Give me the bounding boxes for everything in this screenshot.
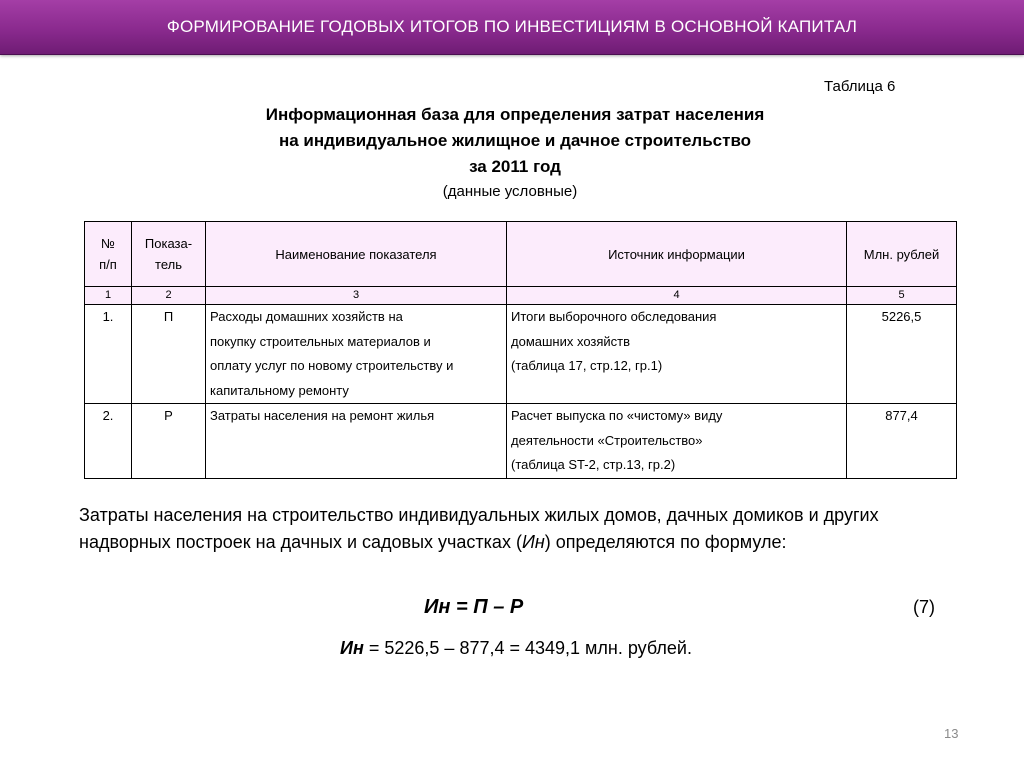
column-numbers-row bbox=[85, 287, 957, 305]
column-number: 5 bbox=[847, 287, 957, 305]
header-value: Млн. рублей bbox=[847, 222, 957, 287]
slide-title: ФОРМИРОВАНИЕ ГОДОВЫХ ИТОГОВ ПО ИНВЕСТИЦИЯМ В ОСНОВНОЙ КАПИТАЛ bbox=[166, 17, 858, 36]
column-number: 2 bbox=[132, 287, 206, 305]
header-num-line-2: п/п bbox=[99, 257, 117, 272]
formula: Ин = П – Р bbox=[424, 596, 524, 618]
row-source-line: (таблица 17, стр.12, гр.1) bbox=[511, 358, 663, 373]
row-name bbox=[206, 305, 507, 404]
header-indicator-line-1: Показа- bbox=[144, 236, 193, 251]
row-name bbox=[206, 404, 507, 479]
row-value: 5226,5 bbox=[847, 305, 957, 404]
header-num bbox=[85, 222, 132, 287]
row-num: 2. bbox=[85, 404, 132, 479]
row-source-line: домашних хозяйств bbox=[511, 333, 631, 349]
table-heading-line-3: за 2011 год bbox=[469, 157, 561, 176]
table-row bbox=[85, 404, 957, 479]
header-source: Источник информации bbox=[507, 222, 847, 287]
row-name-line: Расходы домашних хозяйств на bbox=[210, 309, 403, 324]
column-number: 4 bbox=[507, 287, 847, 305]
table-heading-note: (данные условные) bbox=[442, 183, 578, 200]
table-label: Таблица 6 bbox=[824, 78, 896, 95]
row-indicator: П bbox=[132, 305, 206, 404]
slide-header bbox=[0, 0, 1024, 55]
row-source bbox=[507, 305, 847, 404]
header-indicator-line-2: тель bbox=[155, 257, 182, 272]
header-num-line-1: № bbox=[101, 236, 115, 251]
formula-number: (7) bbox=[913, 597, 935, 617]
column-number: 1 bbox=[85, 287, 132, 305]
row-name-line: оплату услуг по новому строительству и bbox=[210, 358, 454, 373]
description-paragraph bbox=[79, 502, 949, 556]
indicators-table bbox=[84, 221, 957, 479]
table-header-row bbox=[85, 222, 957, 287]
header-name: Наименование показателя bbox=[206, 222, 507, 287]
row-value: 877,4 bbox=[847, 404, 957, 479]
paragraph-text-before: Затраты населения на строительство индивидуальных жилых домов, дачных домиков и других надворных построек на дачных и садовых участках ( bbox=[79, 505, 879, 552]
row-source-line: Итоги выборочного обследования bbox=[511, 309, 717, 324]
row-name-line: покупку строительных материалов и bbox=[210, 333, 431, 349]
calculation-variable: Ин bbox=[340, 638, 364, 658]
calculation-text: = 5226,5 – 877,4 = 4349,1 млн. рублей. bbox=[363, 638, 692, 658]
paragraph-text-after: ) определяются по формуле: bbox=[544, 532, 787, 552]
row-source bbox=[507, 404, 847, 479]
row-source-line: (таблица ST-2, стр.13, гр.2) bbox=[511, 457, 676, 472]
page-number: 13 bbox=[944, 726, 959, 741]
column-number: 3 bbox=[206, 287, 507, 305]
row-name-line: капитальному ремонту bbox=[210, 382, 349, 398]
table-row bbox=[85, 305, 957, 404]
row-num: 1. bbox=[85, 305, 132, 404]
row-name-line: Затраты населения на ремонт жилья bbox=[210, 408, 435, 423]
table-heading-line-2: на индивидуальное жилищное и дачное строительство bbox=[278, 131, 752, 150]
table-heading-line-1: Информационная база для определения затрат населения bbox=[265, 105, 765, 124]
row-source-line: Расчет выпуска по «чистому» виду bbox=[511, 408, 723, 423]
row-source-line: деятельности «Строительство» bbox=[511, 432, 703, 448]
header-indicator bbox=[132, 222, 206, 287]
paragraph-variable: Ин bbox=[521, 532, 545, 552]
row-indicator: Р bbox=[132, 404, 206, 479]
calculation bbox=[4, 638, 1024, 659]
